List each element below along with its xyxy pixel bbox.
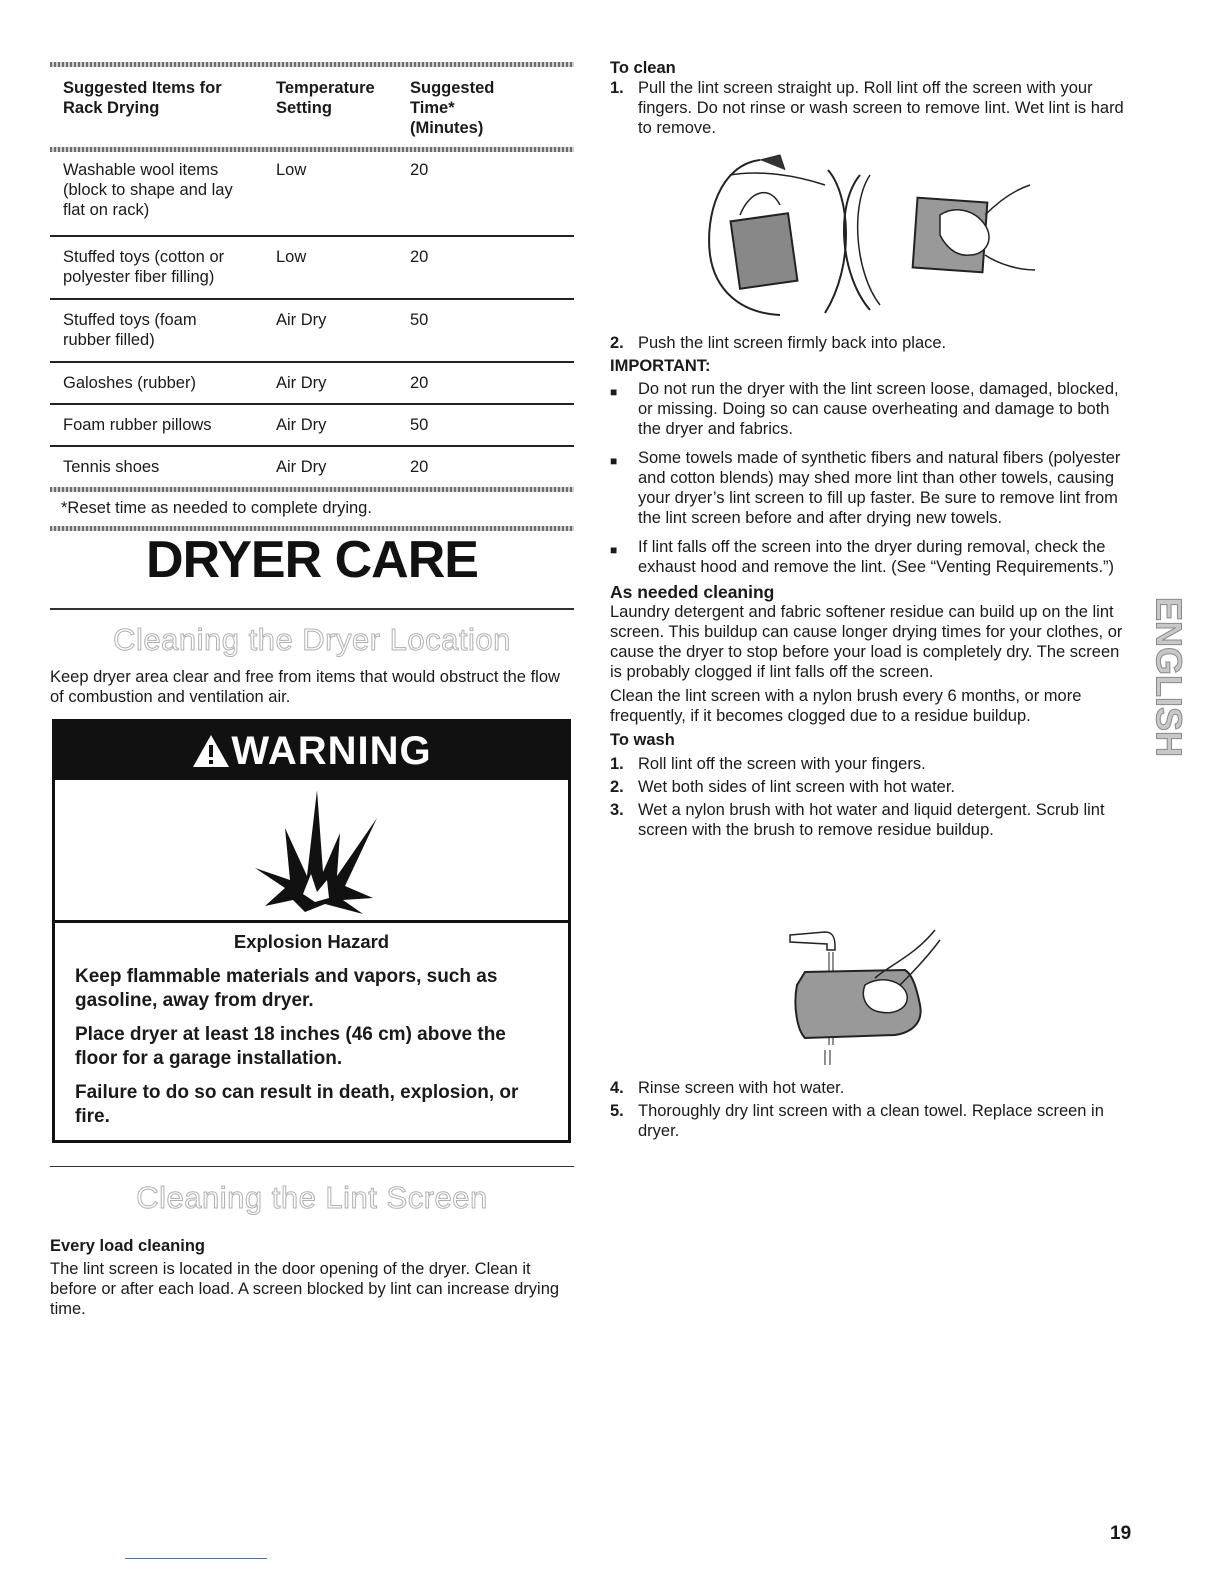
important-title: IMPORTANT: (610, 357, 711, 375)
warning-label: WARNING (231, 728, 432, 773)
explosion-graphic (55, 780, 568, 923)
right-column-top (610, 58, 1130, 141)
list-item: ■ Do not run the dryer with the lint screen loose, damaged, blocked, or missing. Doing so can cause overheating and damage to both the dryer and fabrics. (610, 380, 1119, 438)
as-needed-title: As needed cleaning (610, 582, 775, 602)
right-column-bottom (610, 1078, 1130, 1144)
as-needed-text-2: Clean the lint screen with a nylon brush every 6 months, or more frequently, if it becomes clogged due to a residue buildup. (610, 687, 1082, 725)
to-clean-list-cont (610, 333, 1130, 353)
right-column-main (610, 333, 1130, 843)
list-item: 3. Wet a nylon brush with hot water and liquid detergent. Scrub lint screen with the brush to remove residue buildup. (610, 801, 1105, 839)
as-needed-text: Laundry detergent and fabric softener residue can build up on the lint screen. This buildup can cause longer drying times for your clothes, or cause the dryer to stop before your load is completely dry. The screen is probably clogged if lint falls off the screen. (610, 603, 1123, 681)
header-items: Suggested Items for Rack Drying (63, 79, 222, 117)
header-temperature: Temperature Setting (276, 79, 375, 117)
every-load-title: Every load cleaning (50, 1237, 205, 1255)
list-item: 5. Thoroughly dry lint screen with a clean towel. Replace screen in dryer. (610, 1102, 1104, 1140)
lint-heading: Cleaning the Lint Screen (136, 1180, 488, 1215)
page-number: 19 (1110, 1523, 1132, 1544)
lint-removal-illustration (700, 155, 1040, 320)
table-row: Washable wool items (block to shape and lay flat on rack) Low 20 (50, 152, 574, 237)
table-header (50, 67, 574, 147)
list-item: ■ If lint falls off the screen into the dryer during removal, check the exhaust hood and remove the lint. (See “Venting Requirements.”) (610, 538, 1115, 576)
to-wash-list (610, 754, 1130, 840)
to-clean-list (610, 78, 1130, 138)
every-load-text: The lint screen is located in the door opening of the dryer. Clean it before or after each load. A screen blocked by lint can increase drying time. (50, 1260, 560, 1318)
list-item: 2. Wet both sides of lint screen with hot water. (610, 778, 956, 796)
table-row: Stuffed toys (cotton or polyester fiber filling) Low 20 (50, 237, 574, 300)
bullet-icon: ■ (610, 454, 618, 468)
to-wash-list-cont (610, 1078, 1130, 1141)
location-text: Keep dryer area clear and free from items that would obstruct the flow of combustion and ventilation air. (50, 668, 560, 706)
warning-triangle-icon (191, 733, 231, 769)
section-rule (50, 608, 574, 610)
list-item: 4. Rinse screen with hot water. (610, 1079, 845, 1097)
explosion-icon (245, 788, 385, 916)
header-time: Suggested Time* (Minutes) (410, 79, 495, 137)
warning-paragraph: Failure to do so can result in death, explosion, or fire. (75, 1082, 519, 1127)
list-item: ■ Some towels made of synthetic fibers and natural fibers (polyester and cotton blends) may shed more lint than other towels, causing your dryer’s lint screen to fill up faster. Be sure to remove lint from the lint screen before and after drying new towels. (610, 449, 1121, 527)
lint-wash-illustration (785, 920, 950, 1070)
section-title: DRYER CARE (146, 531, 478, 589)
location-heading: Cleaning the Dryer Location (113, 622, 511, 657)
to-wash-title: To wash (610, 731, 675, 749)
bullet-icon: ■ (610, 543, 618, 557)
table-row: Stuffed toys (foam rubber filled) Air Dry 50 (50, 300, 574, 363)
list-item: 1. Pull the lint screen straight up. Roll lint off the screen with your fingers. Do not rinse or wash screen to remove lint. Wet lint is hard to remove. (610, 79, 1124, 137)
warning-paragraph: Place dryer at least 18 inches (46 cm) above the floor for a garage installation. (75, 1024, 506, 1069)
bullet-icon: ■ (610, 385, 618, 399)
footer-line (125, 1558, 267, 1559)
table-row: Galoshes (rubber) Air Dry 20 (50, 363, 574, 405)
list-item: 1. Roll lint off the screen with your fingers. (610, 755, 926, 773)
hazard-title: Explosion Hazard (233, 931, 390, 952)
warning-box (52, 719, 571, 1143)
warning-body (55, 923, 568, 1129)
table-row: Tennis shoes Air Dry 20 (63, 458, 429, 476)
language-side-tab (1148, 563, 1190, 791)
table-row: Foam rubber pillows Air Dry 50 (50, 405, 574, 447)
warning-banner (55, 722, 568, 780)
warning-paragraph: Keep flammable materials and vapors, such as gasoline, away from dryer. (75, 966, 498, 1011)
side-tab-label: ENGLISH (1148, 596, 1190, 758)
rack-drying-table (50, 62, 574, 531)
lint-section-rule (50, 1166, 574, 1167)
table-footnote: *Reset time as needed to complete drying. (61, 499, 372, 517)
list-item: 2. Push the lint screen firmly back into place. (610, 334, 947, 352)
to-clean-title: To clean (610, 59, 676, 77)
important-list (610, 379, 1130, 577)
